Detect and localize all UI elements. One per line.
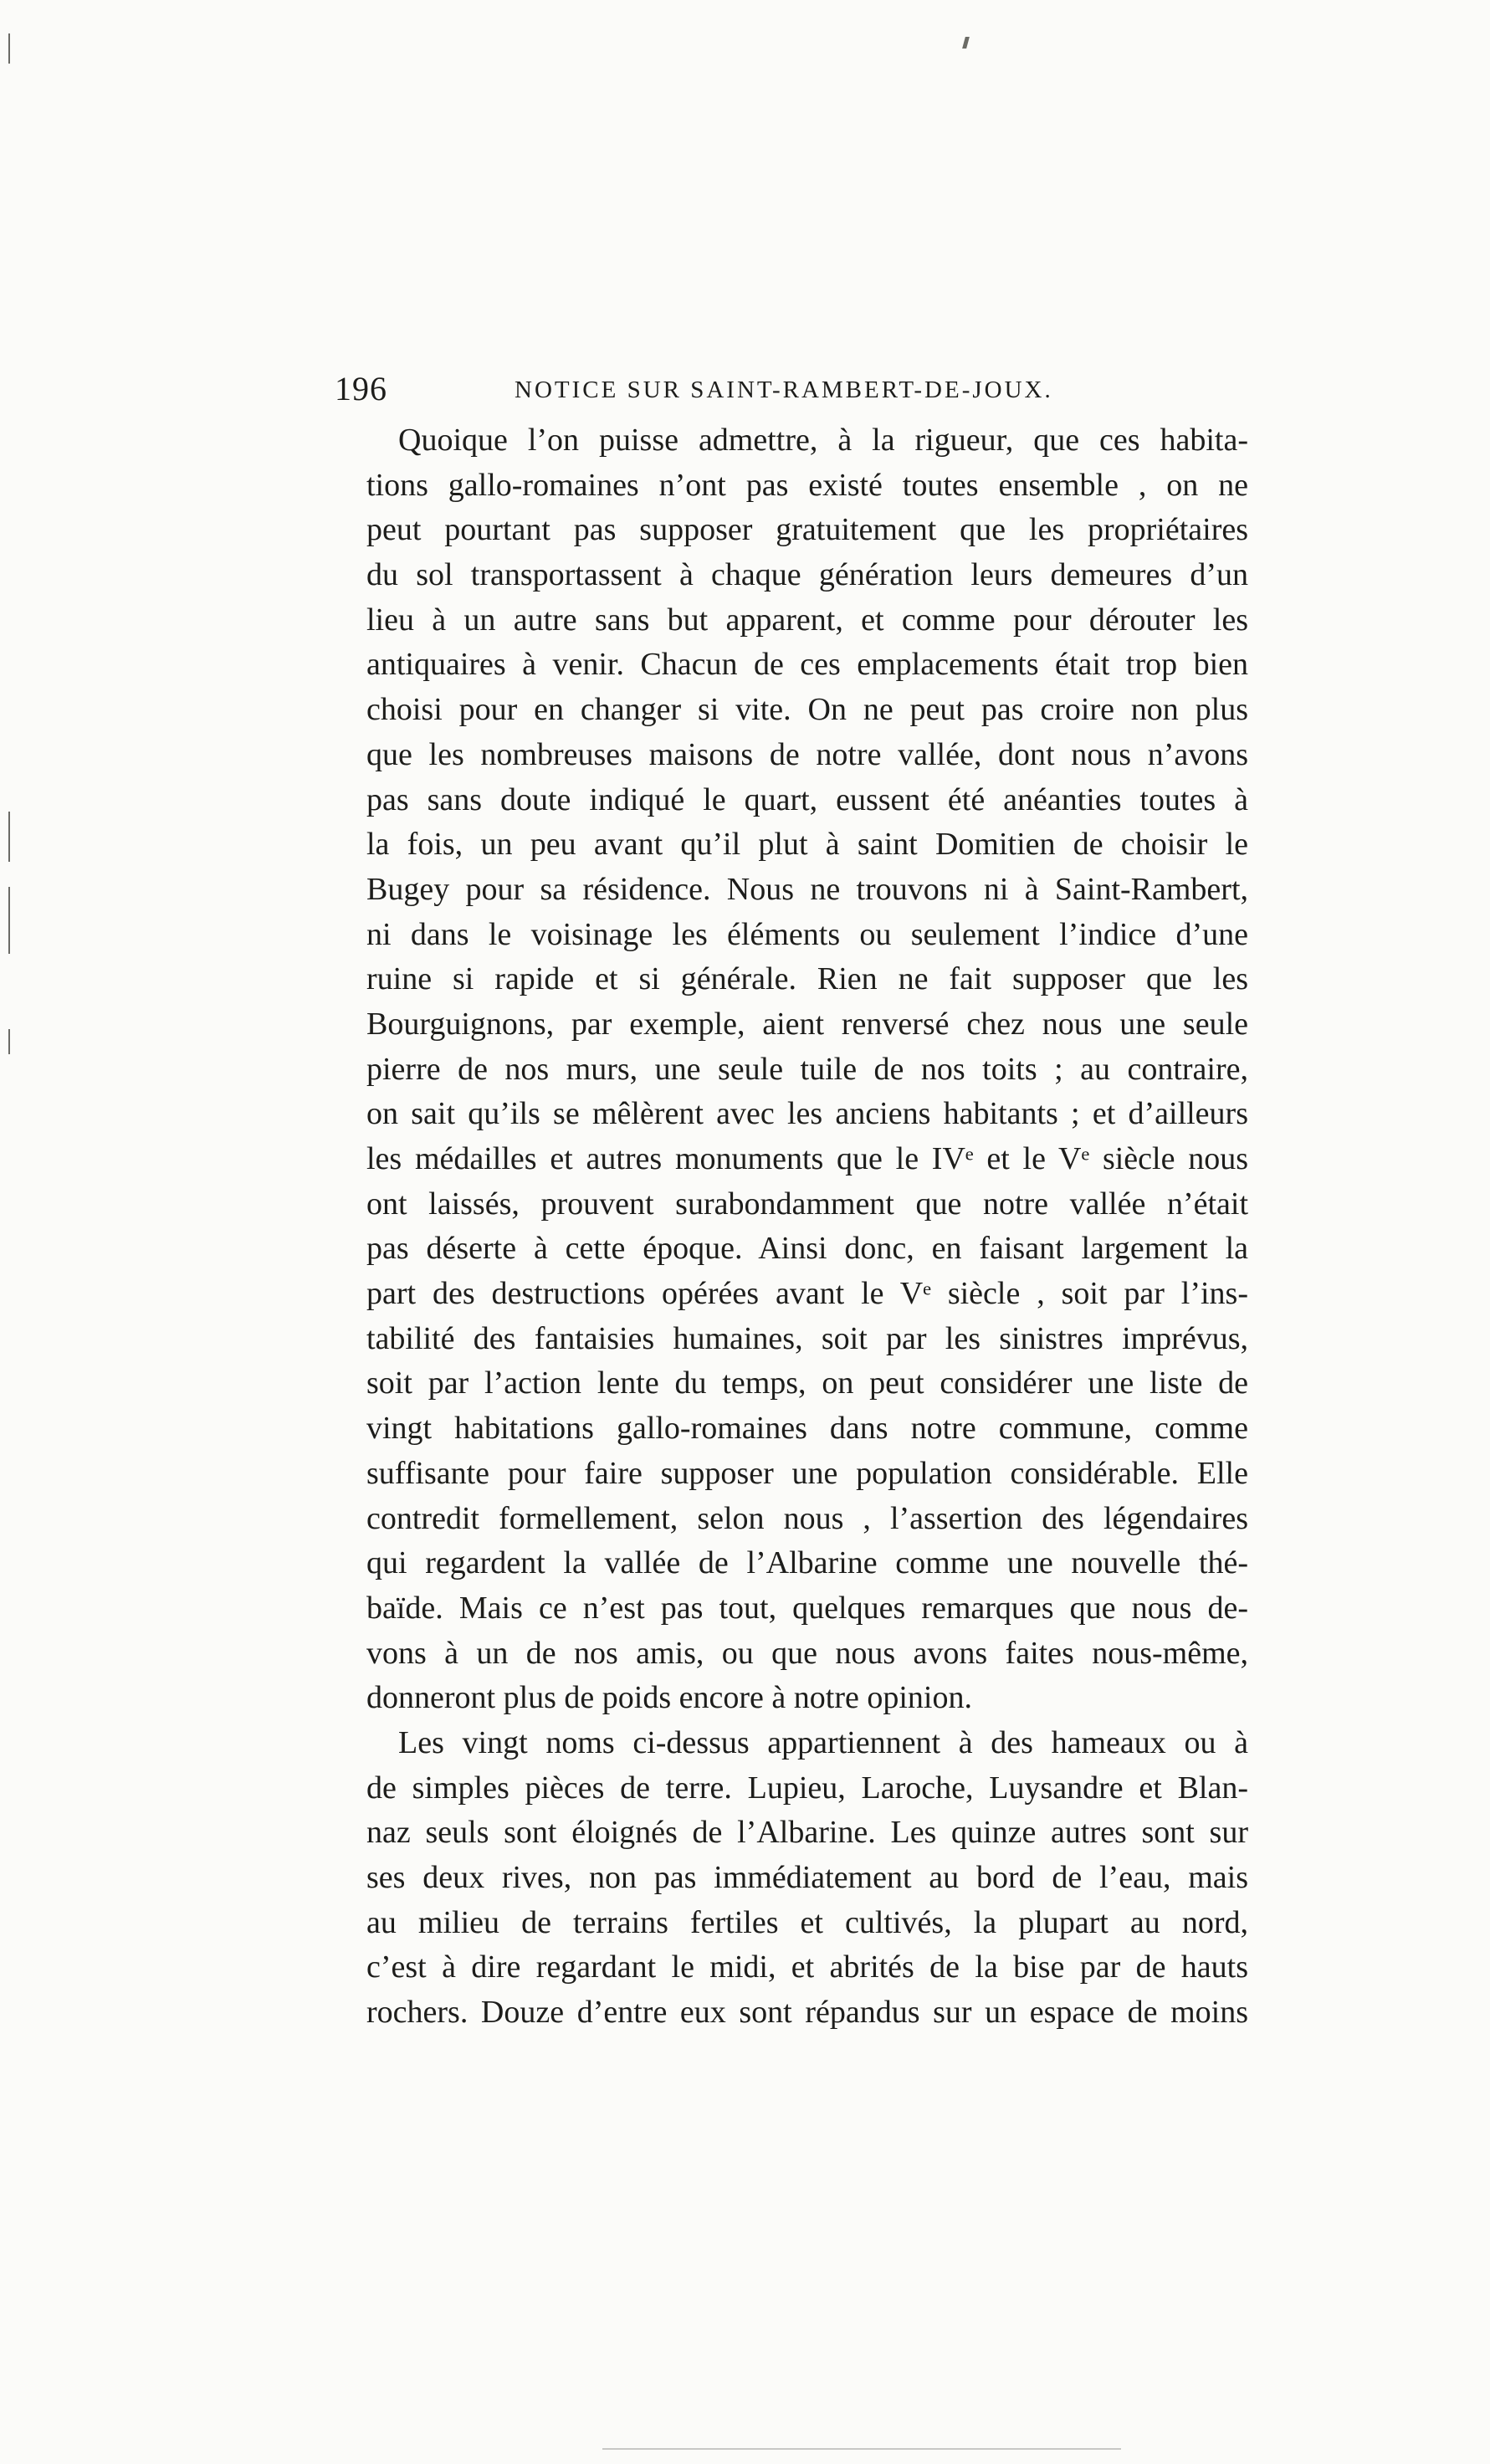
text-line: pas sans doute indiqué le quart, eussent été anéanties toutes à xyxy=(366,781,1248,817)
scan-mark-left-4 xyxy=(8,1029,10,1054)
text-line: de simples pièces de terre. Lupieu, Laroche, Luysandre et Blan- xyxy=(366,1770,1248,1806)
text-line: ruine si rapide et si générale. Rien ne fait supposer que les xyxy=(366,961,1248,997)
text-line: les médailles et autres monuments que le IVᵉ et le Vᵉ siècle nous xyxy=(366,1141,1248,1176)
page-header xyxy=(335,368,1247,410)
text-line: ses deux rives, non pas immédiatement au bord de l’eau, mais xyxy=(366,1860,1248,1895)
paragraph-2 xyxy=(335,1721,1248,2036)
text-line: rochers. Douze d’entre eux sont répandus sur un espace de moins xyxy=(366,1995,1248,2031)
text-line: baïde. Mais ce n’est pas tout, quelques remarques que nous de- xyxy=(366,1590,1248,1626)
text-line: lieu à un autre sans but apparent, et comme pour dérouter les xyxy=(366,602,1248,638)
body-text xyxy=(335,418,1248,2036)
scan-mark-top-dot xyxy=(962,37,970,49)
text-line: pas déserte à cette époque. Ainsi donc, en faisant largement la xyxy=(366,1231,1248,1267)
text-line: c’est à dire regardant le midi, et abrités de la bise par de hauts xyxy=(366,1949,1248,1985)
scan-mark-left-2 xyxy=(8,812,10,862)
paragraph-1 xyxy=(335,418,1248,1721)
text-line: Bugey pour sa résidence. Nous ne trouvons ni à Saint-Rambert, xyxy=(366,871,1248,907)
scan-mark-left-3 xyxy=(8,887,10,954)
text-line: suffisante pour faire supposer une population considérable. Elle xyxy=(366,1455,1248,1491)
text-line: tions gallo-romaines n’ont pas existé toutes ensemble , on ne xyxy=(366,467,1248,503)
text-line: ont laissés, prouvent surabondamment que notre vallée n’était xyxy=(366,1186,1248,1222)
text-line: on sait qu’ils se mêlèrent avec les anciens habitants ; et d’ailleurs xyxy=(366,1096,1248,1132)
text-line: naz seuls sont éloignés de l’Albarine. Les quinze autres sont sur xyxy=(366,1815,1248,1851)
text-line: peut pourtant pas supposer gratuitement que les propriétaires xyxy=(366,512,1248,548)
text-line: au milieu de terrains fertiles et cultivés, la plupart au nord, xyxy=(366,1904,1248,1940)
scan-mark-bottom-line xyxy=(602,2448,1121,2450)
text-line: soit par l’action lente du temps, on peut considérer une liste de xyxy=(366,1365,1248,1401)
text-line: part des destructions opérées avant le Vᵉ siècle , soit par l’ins- xyxy=(366,1276,1248,1312)
text-line: contredit formellement, selon nous , l’assertion des légendaires xyxy=(366,1500,1248,1536)
text-line: vingt habitations gallo-romaines dans notre commune, comme xyxy=(366,1411,1248,1447)
text-line: pierre de nos murs, une seule tuile de nos toits ; au contraire, xyxy=(366,1051,1248,1087)
text-line: vons à un de nos amis, ou que nous avons faites nous-même, xyxy=(366,1635,1248,1671)
text-line: Quoique l’on puisse admettre, à la rigueur, que ces habita- xyxy=(398,423,1248,458)
text-line: la fois, un peu avant qu’il plut à saint Domitien de choisir le xyxy=(366,827,1248,863)
text-line: donneront plus de poids encore à notre opinion. xyxy=(366,1680,972,1716)
text-line: Les vingt noms ci-dessus appartiennent à des hameaux ou à xyxy=(398,1724,1248,1760)
scan-mark-left-1 xyxy=(8,33,10,64)
running-title: NOTICE SUR SAINT-RAMBERT-DE-JOUX. xyxy=(515,377,1053,403)
text-line: du sol transportassent à chaque génération leurs demeures d’un xyxy=(366,557,1248,593)
text-line: tabilité des fantaisies humaines, soit par les sinistres imprévus, xyxy=(366,1320,1248,1356)
text-line: Bourguignons, par exemple, aient renversé chez nous une seule xyxy=(366,1006,1248,1042)
text-line: qui regardent la vallée de l’Albarine comme une nouvelle thé- xyxy=(366,1545,1248,1581)
text-line: ni dans le voisinage les éléments ou seulement l’indice d’une xyxy=(366,916,1248,952)
page-number: 196 xyxy=(335,370,387,407)
text-line: que les nombreuses maisons de notre vallée, dont nous n’avons xyxy=(366,736,1248,772)
text-line: choisi pour en changer si vite. On ne peut pas croire non plus xyxy=(366,692,1248,728)
text-line: antiquaires à venir. Chacun de ces emplacements était trop bien xyxy=(366,647,1248,683)
